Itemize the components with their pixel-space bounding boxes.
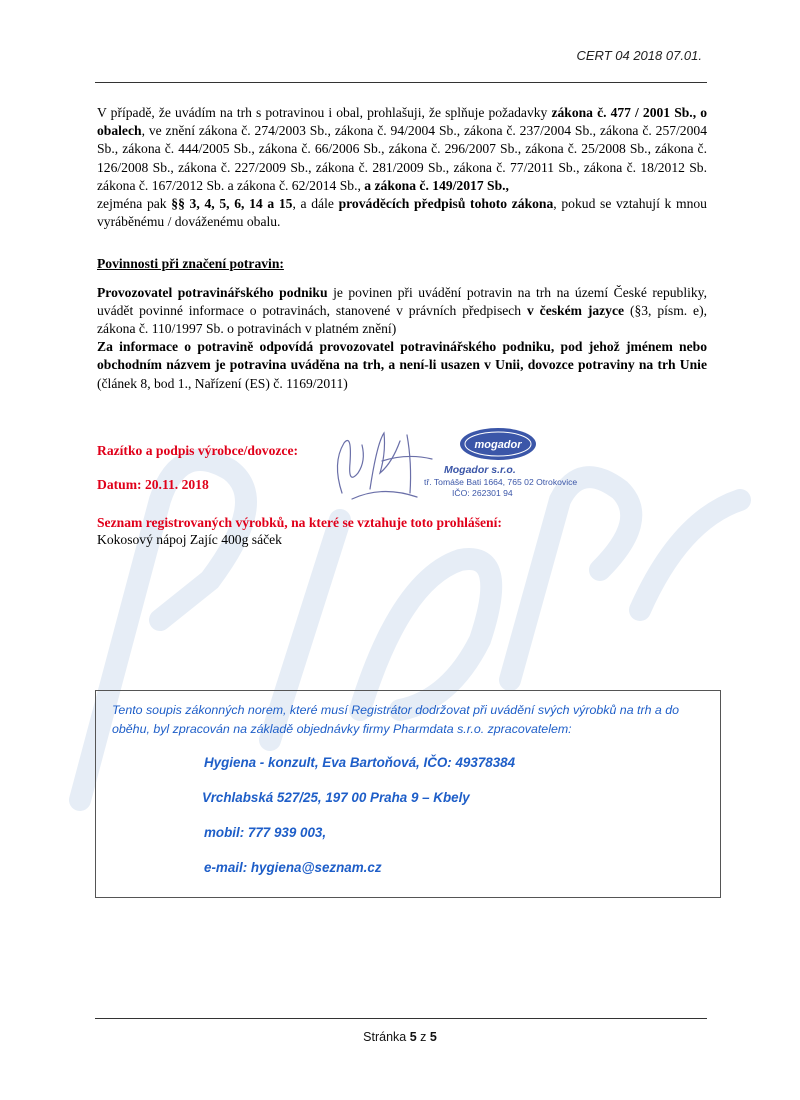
labeling-heading: Povinnosti při značení potravin:: [97, 256, 284, 272]
page-current: 5: [409, 1030, 417, 1044]
processor-phone: mobil: 777 939 003,: [204, 825, 327, 840]
amendments-text: , ve znění zákona č. 274/2003 Sb., zákona č. 94/2004 Sb., zákona č. 237/2004 Sb., zákona č. 257/2004 Sb., zákona č. 444/2005 Sb., zákona č. 66/2006 Sb., zákona č. 296/2007 Sb., zákona č. 25/2008 Sb., zákona č. 126/2008 Sb., zákona č. 227/2009 Sb., zákona č. 281/2009 Sb., zákona č. 77/2011 Sb., zákona č. 18/2012 Sb. zákona č. 167/2012 Sb. a zákona č. 62/2014 Sb.,: [97, 123, 707, 193]
footer-divider: [95, 1018, 707, 1019]
page-total: 5: [429, 1030, 437, 1044]
product-list-section: [97, 514, 707, 548]
regulation-reference: (článek 8, bod 1., Nařízení (ES) č. 1169/2011): [97, 375, 348, 391]
declaration-text: V případě, že uvádím na trh s potravinou i obal, prohlašuji, že splňuje požadavky: [97, 105, 552, 120]
svg-text:mogador: mogador: [474, 439, 522, 451]
labeling-law-reference: (§3, písm. e), zákona č. 110/1997 Sb. o potravinách v platném znění): [97, 302, 708, 337]
page-number: [0, 1030, 800, 1044]
signature-label: Razítko a podpis výrobce/dovozce:: [97, 443, 299, 458]
info-intro: Tento soupis zákonných norem, které musí Registrátor dodržovat při uvádění svých výrobků na trh a do oběhu, byl zpracován na základě objednávky firmy Pharmdata s.r.o. zpracovatelem:: [112, 703, 680, 736]
implementing-regulations: prováděcích předpisů tohoto zákona: [338, 196, 554, 212]
processor-name: Hygiena - konzult, Eva Bartoňová, IČO: 49378384: [204, 755, 516, 770]
processor-address: Vrchlabská 527/25, 197 00 Praha 9 – Kbely: [202, 790, 470, 805]
page-separator: z: [416, 1030, 430, 1044]
product-item: Kokosový nápoj Zajíc 400g sáček: [97, 532, 282, 547]
law-reference: zákona č. 477 / 2001 Sb., o obalech: [97, 105, 707, 139]
declaration-paragraph: [97, 104, 707, 231]
signature-block: [97, 439, 707, 505]
mogador-logo-icon: [460, 428, 536, 460]
declaration-text-2: zejména pak: [97, 196, 172, 212]
date-label: Datum: 20.11. 2018: [97, 477, 209, 492]
product-list-heading: Seznam registrovaných výrobků, na které se vztahuje toto prohlášení:: [97, 515, 502, 530]
stamp-address: tř. Tomáše Bati 1664, 765 02 Otrokovice: [424, 477, 578, 487]
responsibility-statement: Za informace o potravině odpovídá provozovatel potravinářského podniku, pod jehož jménem nebo obchodním názvem je potravina uváděna na trh, a není-li usazen v Unii, dovozce potraviny na trh Unie: [97, 339, 707, 373]
handwritten-signature: [337, 433, 432, 499]
page-prefix: Stránka: [363, 1030, 410, 1044]
header-divider: [95, 82, 707, 83]
labeling-text: je povinen při uvádění potravin na trh na území České republiky, uvádět povinné informace o potravinách, stanovené v právních předpisech: [97, 284, 707, 318]
law-amendment-2017: a zákona č. 149/2017 Sb.,: [364, 177, 509, 193]
paragraph-list: §§ 3, 4, 5, 6, 14 a 15: [171, 196, 293, 212]
declaration-connector: , a dále: [292, 196, 339, 212]
main-content: [97, 104, 707, 393]
document-reference: CERT 04 2018 07.01.: [576, 48, 702, 63]
czech-language-requirement: v českém jazyce: [527, 302, 625, 318]
processor-info-box: [95, 690, 721, 898]
stamp-company: Mogador s.r.o.: [444, 464, 516, 476]
stamp-ico: IČO: 262301 94: [452, 488, 513, 498]
labeling-paragraph: [97, 284, 707, 393]
operator-term: Provozovatel potravinářského podniku: [97, 284, 328, 300]
processor-email: e-mail: hygiena@seznam.cz: [204, 860, 382, 875]
company-stamp: [322, 423, 632, 508]
declaration-end: , pokud se vztahují k mnou vyráběnému / dováženému obalu.: [97, 196, 707, 230]
